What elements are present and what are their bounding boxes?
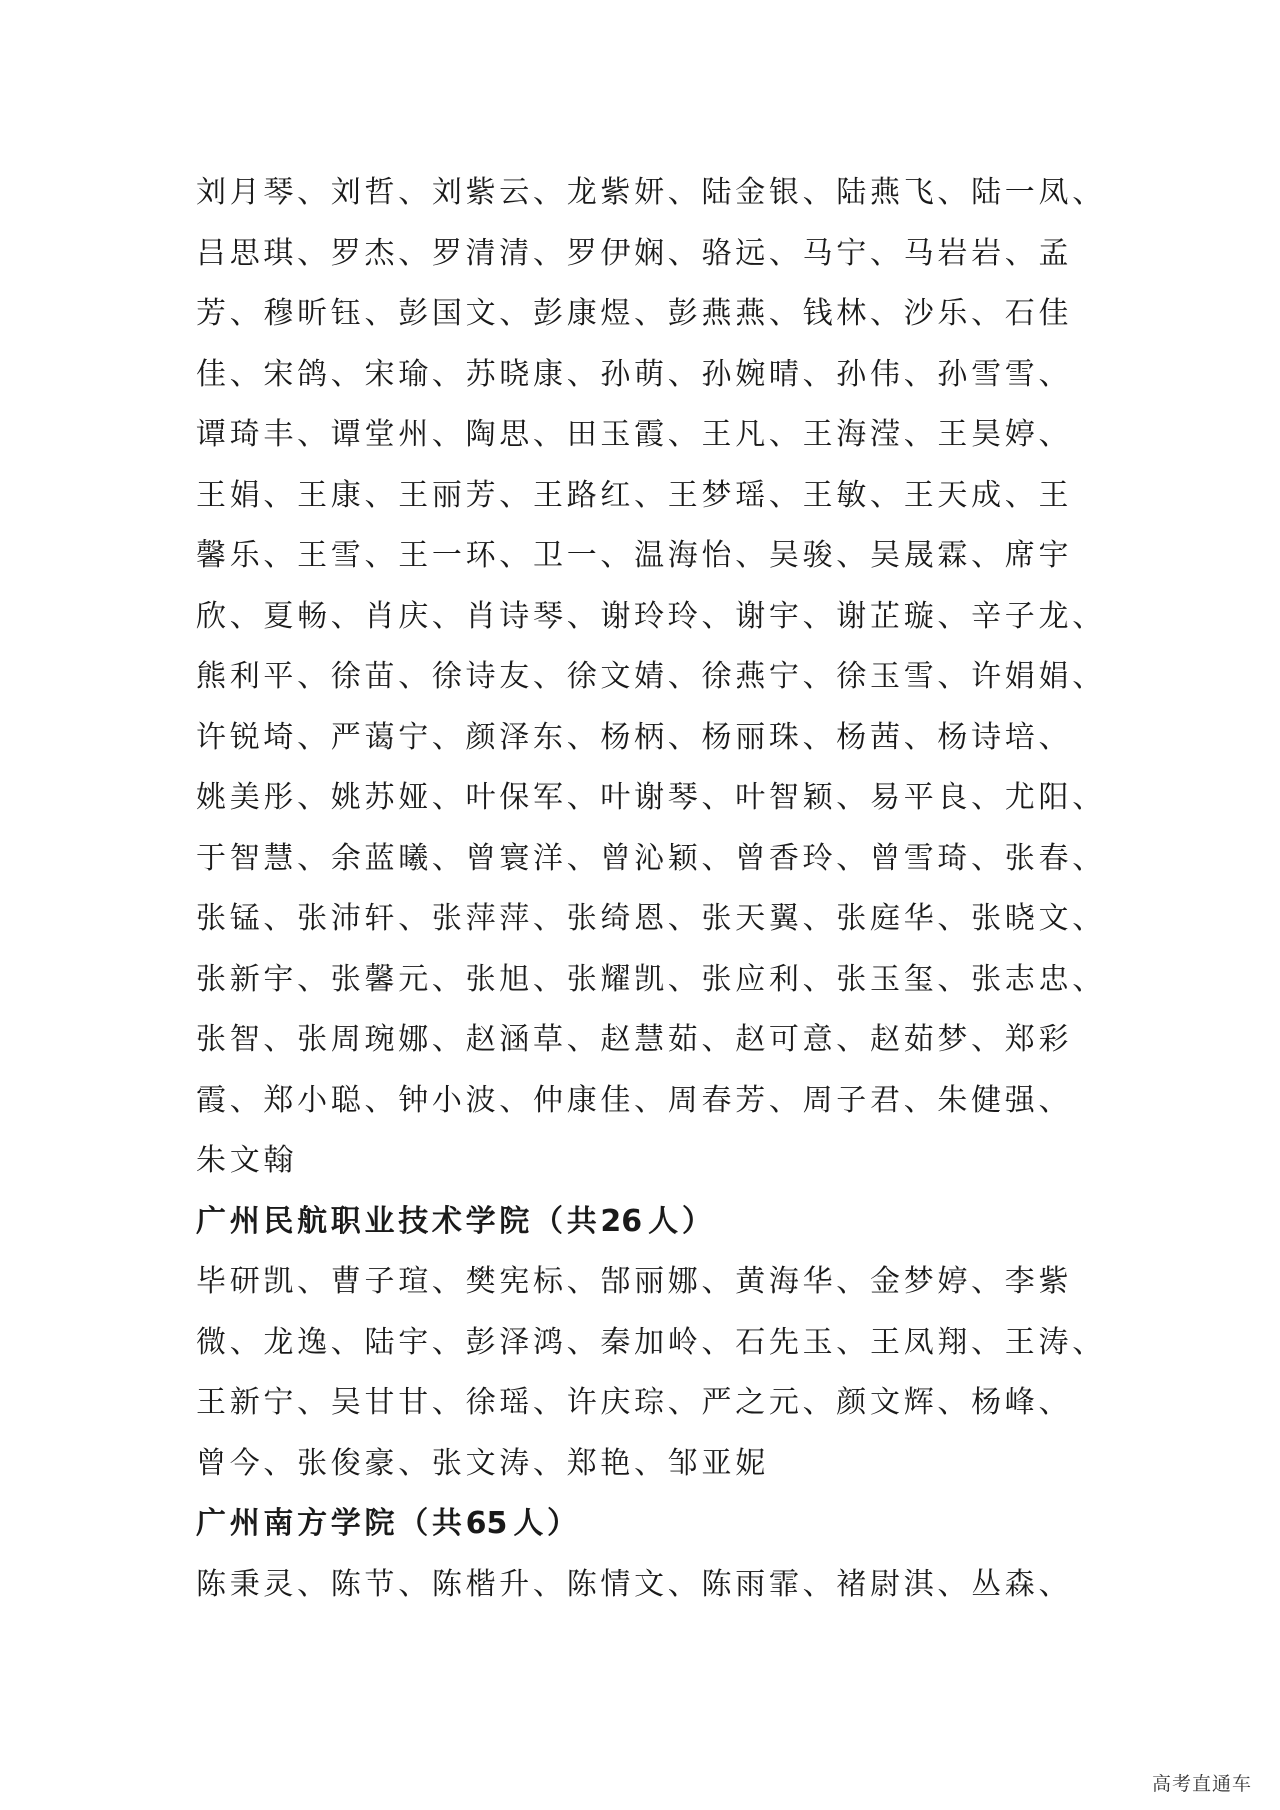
name-list-section-3 [196, 1555, 1096, 1616]
name-line: 馨乐、王雪、王一环、卫一、温海怡、吴骏、吴晟霖、席宇 [196, 538, 1073, 573]
name-line: 微、龙逸、陆宇、彭泽鸿、秦加岭、石先玉、王凤翔、王涛、 [196, 1324, 1106, 1360]
name-line: 吕思琪、罗杰、罗清清、罗伊娴、骆远、马宁、马岩岩、孟 [196, 235, 1073, 271]
document-page [196, 163, 1106, 1615]
name-line: 张锰、张沛轩、张萍萍、张绮恩、张天翼、张庭华、张晓文、 [196, 901, 1106, 936]
heading-text: 人） [513, 1506, 581, 1541]
name-line: 朱文翰 [196, 1143, 298, 1178]
section-heading-guangzhou-nanfang [196, 1494, 1096, 1555]
heading-count: 26 [600, 1203, 643, 1239]
name-line: 于智慧、余蓝曦、曾寰洋、曾沁颖、曾香玲、曾雪琦、张春、 [196, 840, 1106, 876]
name-list-section-1 [196, 163, 1106, 1192]
name-line: 毕研凯、曹子瑄、樊宪标、郜丽娜、黄海华、金梦婷、李紫 [196, 1264, 1073, 1299]
name-line: 曾今、张俊豪、张文涛、郑艳、邹亚妮 [196, 1445, 769, 1481]
watermark: 高考直通车 [1151, 1773, 1252, 1795]
name-line: 熊利平、徐苗、徐诗友、徐文婧、徐燕宁、徐玉雪、许娟娟、 [196, 659, 1106, 694]
name-line: 陈秉灵、陈节、陈楷升、陈情文、陈雨霏、褚尉淇、丛森、 [196, 1566, 1073, 1602]
heading-text: 人） [648, 1203, 716, 1239]
name-line: 欣、夏畅、肖庆、肖诗琴、谢玲玲、谢宇、谢芷璇、辛子龙、 [196, 598, 1106, 634]
name-line: 佳、宋鸽、宋瑜、苏晓康、孙萌、孙婉晴、孙伟、孙雪雪、 [196, 356, 1073, 392]
name-line: 芳、穆昕钰、彭国文、彭康煜、彭燕燕、钱林、沙乐、石佳 [196, 296, 1073, 331]
name-line: 张新宇、张馨元、张旭、张耀凯、张应利、张玉玺、张志忠、 [196, 961, 1106, 997]
name-line: 霞、郑小聪、钟小波、仲康佳、周春芳、周子君、朱健强、 [196, 1082, 1073, 1118]
heading-text: 广州南方学院（共 [196, 1506, 466, 1541]
heading-text: 广州民航职业技术学院（共 [196, 1203, 601, 1239]
name-line: 张智、张周琬娜、赵涵草、赵慧茹、赵可意、赵茹梦、郑彩 [196, 1022, 1073, 1057]
name-line: 姚美彤、姚苏娅、叶保军、叶谢琴、叶智颖、易平良、尤阳、 [196, 780, 1106, 815]
name-line: 谭琦丰、谭堂州、陶思、田玉霞、王凡、王海滢、王昊婷、 [196, 417, 1073, 452]
section-heading-guangzhou-civil-aviation [196, 1192, 1096, 1253]
name-line: 王新宁、吴甘甘、徐瑶、许庆琮、严之元、颜文辉、杨峰、 [196, 1385, 1073, 1420]
heading-count: 65 [465, 1506, 508, 1541]
name-line: 许锐埼、严蔼宁、颜泽东、杨柄、杨丽珠、杨茜、杨诗培、 [196, 719, 1073, 755]
name-line: 刘月琴、刘哲、刘紫云、龙紫妍、陆金银、陆燕飞、陆一凤、 [196, 175, 1106, 210]
name-line: 王娟、王康、王丽芳、王路红、王梦瑶、王敏、王天成、王 [196, 477, 1073, 513]
name-list-section-2 [196, 1252, 1106, 1494]
